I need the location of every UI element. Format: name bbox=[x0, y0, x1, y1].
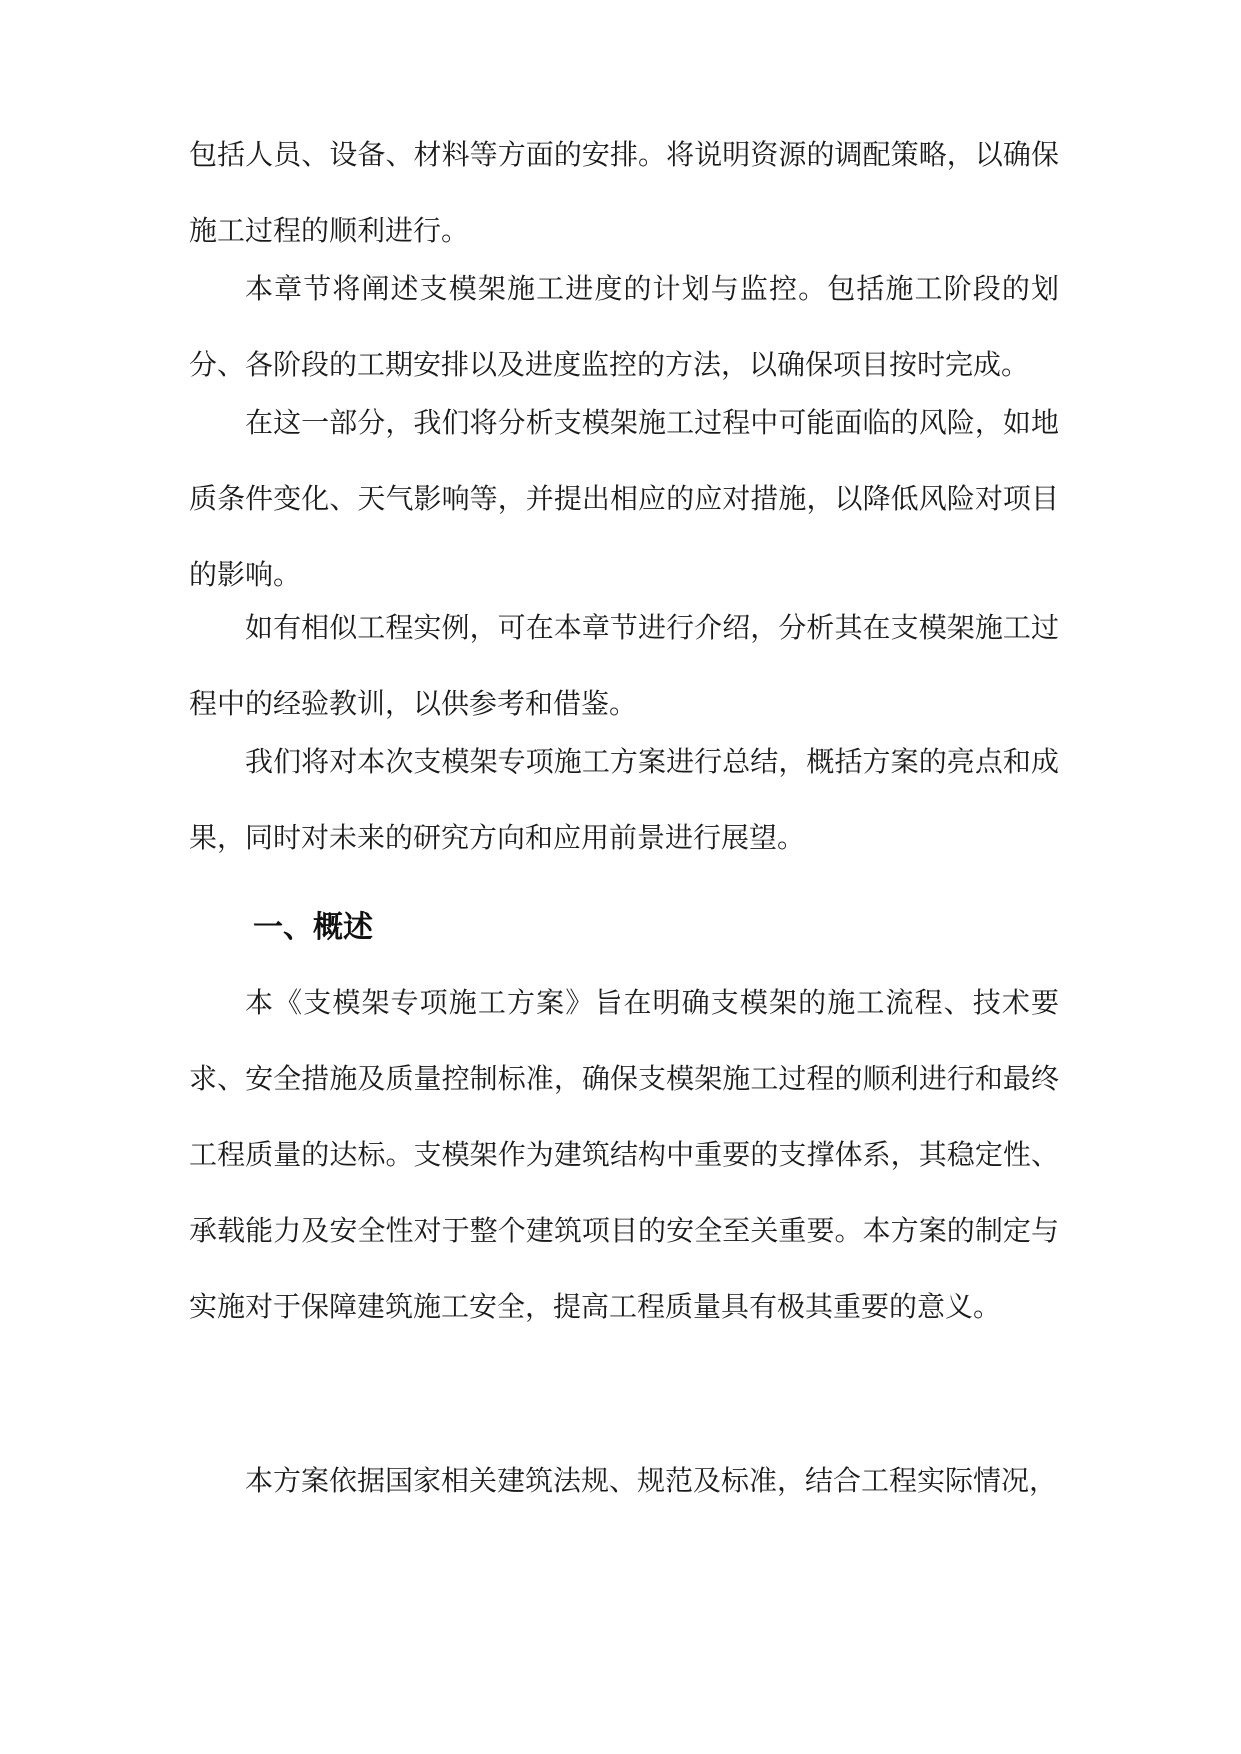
section-heading-overview: 一、概述 bbox=[253, 910, 373, 945]
paragraph-risk-analysis: 在这一部分，我们将分析支模架施工过程中可能面临的风险，如地质条件变化、天气影响等，并提出相应的应对措施，以降低风险对项目的影响。 bbox=[189, 406, 1059, 591]
paragraph-case-study: 如有相似工程实例，可在本章节进行介绍，分析其在支模架施工过程中的经验教训，以供参考和借鉴。 bbox=[189, 611, 1059, 720]
paragraph-summary: 我们将对本次支模架专项施工方案进行总结，概括方案的亮点和成果，同时对未来的研究方向和应用前景进行展望。 bbox=[189, 745, 1059, 854]
paragraph-schedule-control: 本章节将阐述支模架施工进度的计划与监控。包括施工阶段的划分、各阶段的工期安排以及进度监控的方法，以确保项目按时完成。 bbox=[189, 272, 1059, 381]
paragraph-overview-basis: 本方案依据国家相关建筑法规、规范及标准，结合工程实际情况， bbox=[245, 1464, 1058, 1497]
paragraph-overview-purpose: 本《支模架专项施工方案》旨在明确支模架的施工流程、技术要求、安全措施及质量控制标准，确保支模架施工过程的顺利进行和最终工程质量的达标。支模架作为建筑结构中重要的支撑体系，其稳定性、承载能力及安全性对于整个建筑项目的安全至关重要。本方案的制定与实施对于保障建筑施工安全，提高工程质量具有极其重要的意义。 bbox=[189, 986, 1059, 1323]
paragraph-resource-arrangement: 包括人员、设备、材料等方面的安排。将说明资源的调配策略，以确保施工过程的顺利进行。 bbox=[189, 138, 1059, 247]
